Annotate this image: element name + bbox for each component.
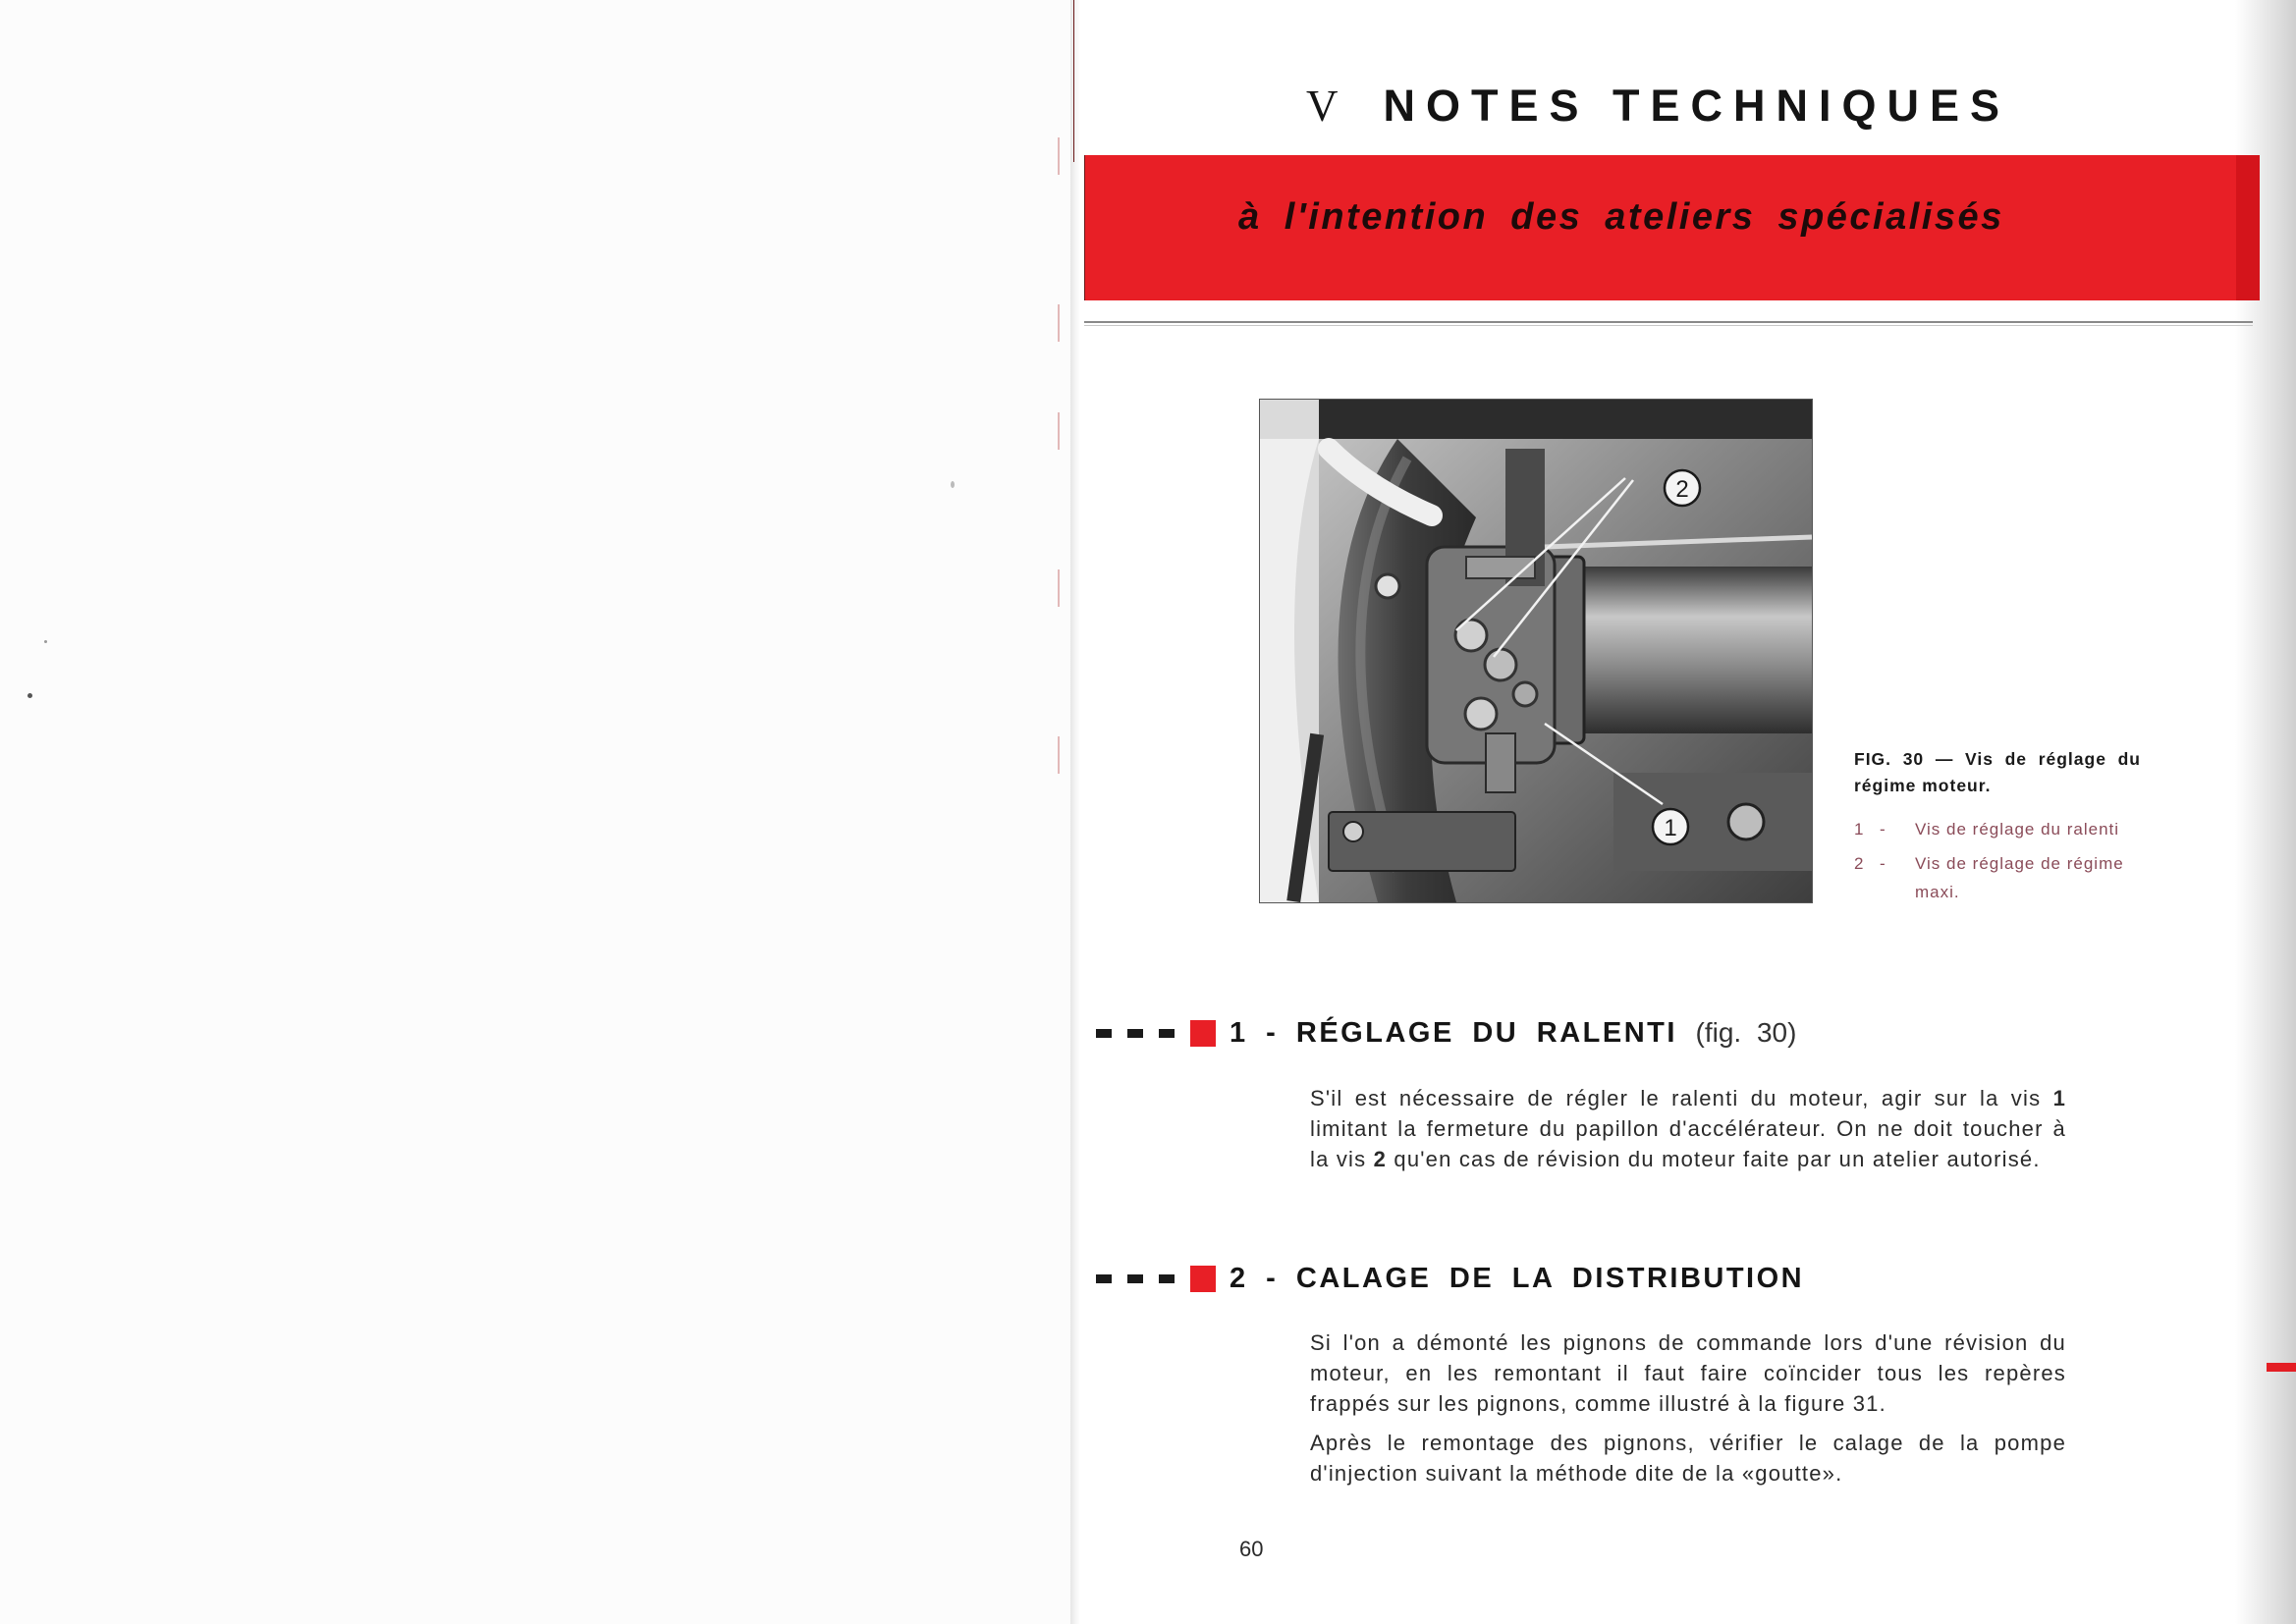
- edge-red-tab: [2267, 1363, 2296, 1372]
- section-heading-2: [1096, 1263, 1804, 1295]
- text-run: qu'en cas de révision du moteur faite par un atelier autorisé.: [1394, 1147, 2041, 1171]
- paper-speck: [44, 640, 47, 643]
- blank-left-page: [0, 0, 1070, 1624]
- screw-number-bold: 1: [2052, 1086, 2067, 1110]
- red-banner: [1084, 155, 2260, 300]
- red-square-marker: [1190, 1266, 1216, 1292]
- gutter-mark: [1058, 736, 1060, 774]
- caption-item: [1854, 849, 2141, 906]
- engine-illustration: [1260, 400, 1812, 902]
- caption-item: [1854, 815, 2141, 843]
- title-text: NOTES TECHNIQUES: [1383, 81, 2011, 131]
- caption-title: FIG. 30 — Vis de réglage du régime moteur.: [1854, 749, 2141, 795]
- section-title: [1230, 1017, 1796, 1050]
- caption-item-separator: -: [1880, 820, 1886, 839]
- callout-label-1: 1: [1664, 815, 1677, 841]
- section-2-paragraph-1: Si l'on a démonté les pignons de commande lors d'une révision du moteur, en les remontant il faut faire coïncider tous les repères frappés sur les pignons, comme illustré à la figure 31.: [1310, 1330, 2066, 1416]
- caption-item-text: Vis de réglage du ralenti: [1915, 820, 2120, 839]
- header-rule-thin: [1084, 325, 2253, 326]
- gutter-line: [1073, 0, 1074, 162]
- caption-item-text: Vis de réglage de régime maxi.: [1915, 854, 2124, 901]
- section-figure-ref: (fig. 30): [1695, 1017, 1797, 1048]
- text-run: limitant la fermeture du papillon d'accélérateur. On ne doit toucher à la vis: [1310, 1116, 2066, 1171]
- chapter-numeral: V: [1306, 81, 1339, 131]
- gutter-mark: [1058, 304, 1060, 342]
- page-title: [1306, 81, 2010, 132]
- dash-leader: [1096, 1029, 1175, 1038]
- caption-list: [1854, 815, 2141, 906]
- banner-subtitle: à l'intention des ateliers spécialisés: [1238, 196, 2004, 238]
- text-run: S'il est nécessaire de régler le ralenti du moteur, agir sur la vis: [1310, 1086, 2042, 1110]
- caption-item-number: 2: [1854, 854, 1865, 873]
- section-2-paragraph-2: Après le remontage des pignons, vérifier le calage de la pompe d'injection suivant la méthode dite de la «goutte».: [1310, 1431, 2066, 1486]
- paper-speck: [951, 481, 955, 488]
- section-1-paragraph: [1310, 1083, 2066, 1174]
- page-number: 60: [1239, 1537, 1264, 1561]
- section-title: 2 - CALAGE DE LA DISTRIBUTION: [1230, 1263, 1805, 1294]
- section-heading-1: [1096, 1017, 1796, 1050]
- paper-speck: [27, 693, 32, 698]
- section-title-text: 1 - RÉGLAGE DU RALENTI: [1230, 1017, 1677, 1049]
- caption-item-number: 1: [1854, 820, 1865, 839]
- header-rule: [1084, 321, 2253, 323]
- screw-number-bold: 2: [1373, 1147, 1388, 1171]
- caption-item-separator: -: [1880, 854, 1886, 873]
- engine-photo: [1259, 399, 1813, 903]
- gutter-mark: [1058, 412, 1060, 450]
- red-square-marker: [1190, 1020, 1216, 1047]
- dash-leader: [1096, 1274, 1175, 1283]
- figure-caption: [1854, 746, 2141, 912]
- callout-label-2: 2: [1675, 476, 1689, 503]
- gutter-mark: [1058, 569, 1060, 607]
- page-gutter: [1070, 0, 1080, 1624]
- gutter-mark: [1058, 137, 1060, 175]
